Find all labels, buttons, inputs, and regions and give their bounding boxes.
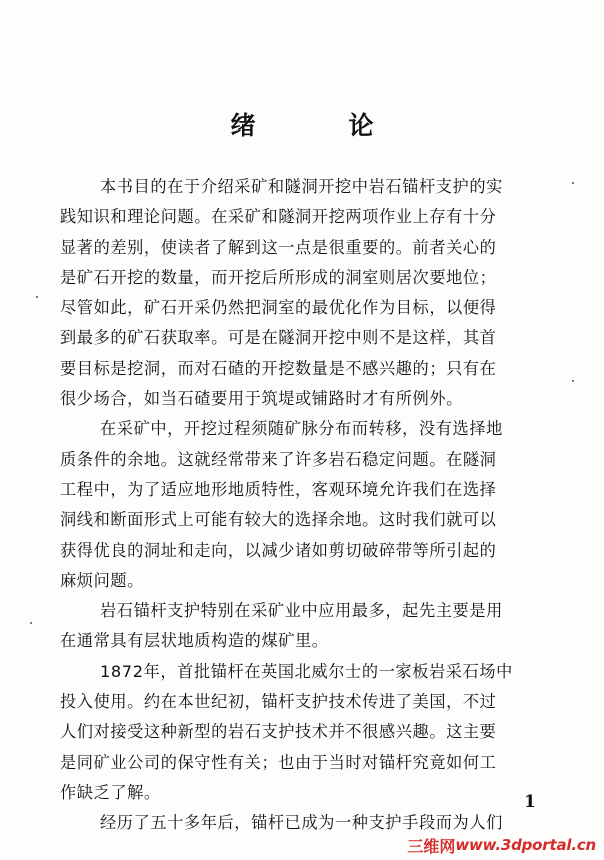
text-line: 1872年，首批锚杆在英国北威尔士的一家板岩采石场中 xyxy=(100,661,513,681)
text-line: 显著的差别，使读者了解到这一点是很重要的。前者关心的 xyxy=(60,237,497,257)
text-line: 是矿石开挖的数量，而开挖后所形成的洞室则居次要地位； xyxy=(60,267,497,287)
scan-speck xyxy=(572,182,574,184)
text-line: 尽管如此，矿石开采仍然把洞室的最优化作为目标，以便得 xyxy=(60,298,497,318)
text-line: 在采矿中，开挖过程须随矿脉分布而转移，没有选择地 xyxy=(100,419,503,439)
scan-speck xyxy=(30,622,32,624)
watermark xyxy=(407,834,596,856)
watermark-site-name: 三维网 xyxy=(407,836,456,856)
text-line: 麻烦问题。 xyxy=(60,570,144,590)
text-line: 到最多的矿石获取率。可是在隧洞开挖中则不是这样，其首 xyxy=(60,328,497,348)
scan-speck xyxy=(36,296,38,298)
watermark-url: www.3dportal.cn xyxy=(455,836,596,854)
page-number: 1 xyxy=(524,792,536,812)
body-text xyxy=(60,172,570,839)
page-title: 绪 论 xyxy=(230,111,408,140)
text-line: 要目标是挖洞，而对石碴的开挖数量是不感兴趣的；只有在 xyxy=(60,358,497,378)
text-line: 质条件的余地。这就经常带来了许多岩石稳定问题。在隧洞 xyxy=(60,449,497,469)
text-line: 人们对接受这种新型的岩石支护技术并不很感兴趣。这主要 xyxy=(60,722,497,742)
text-line: 是同矿业公司的保守性有关；也由于当时对锚杆究竟如何工 xyxy=(60,752,497,772)
text-line: 洞线和断面形式上可能有较大的选择余地。这时我们就可以 xyxy=(60,510,497,530)
scan-speck xyxy=(572,380,574,382)
text-line: 经历了五十多年后，锚杆已成为一种支护手段而为人们 xyxy=(100,813,503,833)
text-line: 作缺乏了解。 xyxy=(60,782,161,802)
text-line: 获得优良的洞址和走向，以减少诸如剪切破碎带等所引起的 xyxy=(60,540,497,560)
text-line: 很少场合，如当石碴要用于筑堤或铺路时才有所例外。 xyxy=(60,389,463,409)
text-line: 本书目的在于介绍采矿和隧洞开挖中岩石锚杆支护的实 xyxy=(100,177,503,196)
text-line: 工程中，为了适应地形地质特性，客观环境允许我们在选择 xyxy=(60,479,497,499)
text-line: 投入使用。约在本世纪初，锚杆支护技术传进了美国，不过 xyxy=(60,692,497,712)
text-line: 践知识和理论问题。在采矿和隧洞开挖两项作业上存有十分 xyxy=(60,207,497,227)
text-line: 岩石锚杆支护特别在采矿业中应用最多，起先主要是用 xyxy=(100,601,503,621)
text-line: 在通常具有层状地质构造的煤矿里。 xyxy=(60,631,329,651)
